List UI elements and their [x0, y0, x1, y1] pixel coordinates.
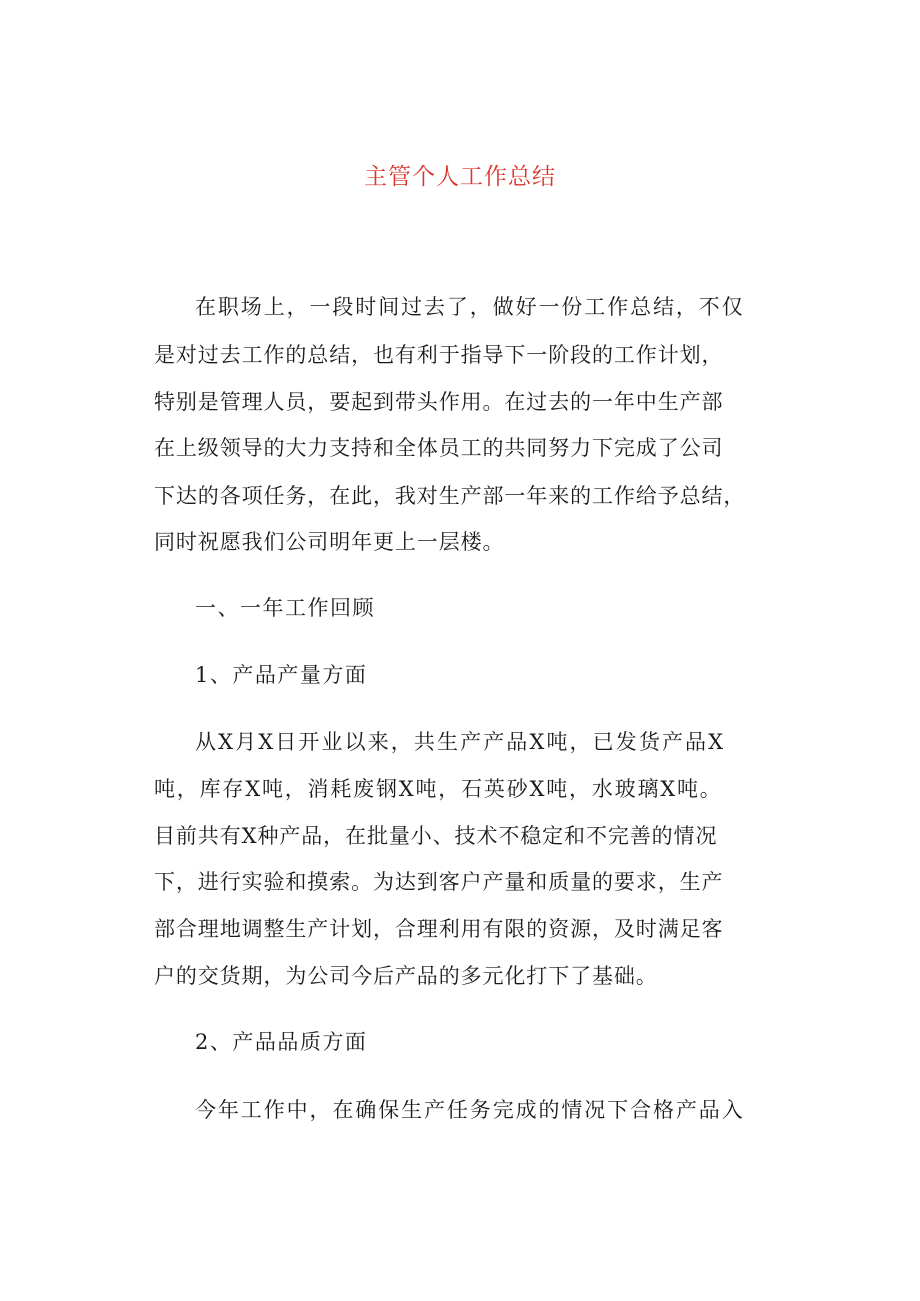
subsection-heading: 2、产品品质方面	[195, 1030, 368, 1054]
paragraph-line: 今年工作中，在确保生产任务完成的情况下合格产品入	[195, 1098, 745, 1122]
paragraph-line: 从X月X日开业以来，共生产产品X吨，已发货产品X	[195, 730, 726, 754]
section-heading: 一、一年工作回顾	[195, 596, 375, 620]
paragraph-line: 目前共有X种产品，在批量小、技术不稳定和不完善的情况	[154, 824, 718, 848]
subsection-heading: 1、产品产量方面	[195, 663, 368, 687]
paragraph-line: 下达的各项任务，在此，我对生产部一年来的工作给予总结，	[154, 484, 746, 508]
paragraph-line: 同时祝愿我们公司明年更上一层楼。	[154, 530, 505, 554]
paragraph-line: 在职场上，一段时间过去了，做好一份工作总结，不仅	[195, 295, 745, 319]
paragraph-line: 在上级领导的大力支持和全体员工的共同努力下完成了公司	[154, 436, 724, 460]
paragraph-line: 下，进行实验和摸索。为达到客户产量和质量的要求，生产	[154, 870, 724, 894]
paragraph-line: 是对过去工作的总结，也有利于指导下一阶段的工作计划，	[154, 343, 724, 367]
paragraph-line: 特别是管理人员，要起到带头作用。在过去的一年中生产部	[154, 390, 724, 414]
paragraph-line: 户的交货期，为公司今后产品的多元化打下了基础。	[154, 964, 658, 988]
document-title: 主管个人工作总结	[364, 164, 556, 190]
paragraph-line: 吨，库存X吨，消耗废钢X吨，石英砂X吨，水玻璃X吨。	[154, 777, 723, 801]
paragraph-line: 部合理地调整生产计划，合理利用有限的资源，及时满足客	[154, 917, 724, 941]
